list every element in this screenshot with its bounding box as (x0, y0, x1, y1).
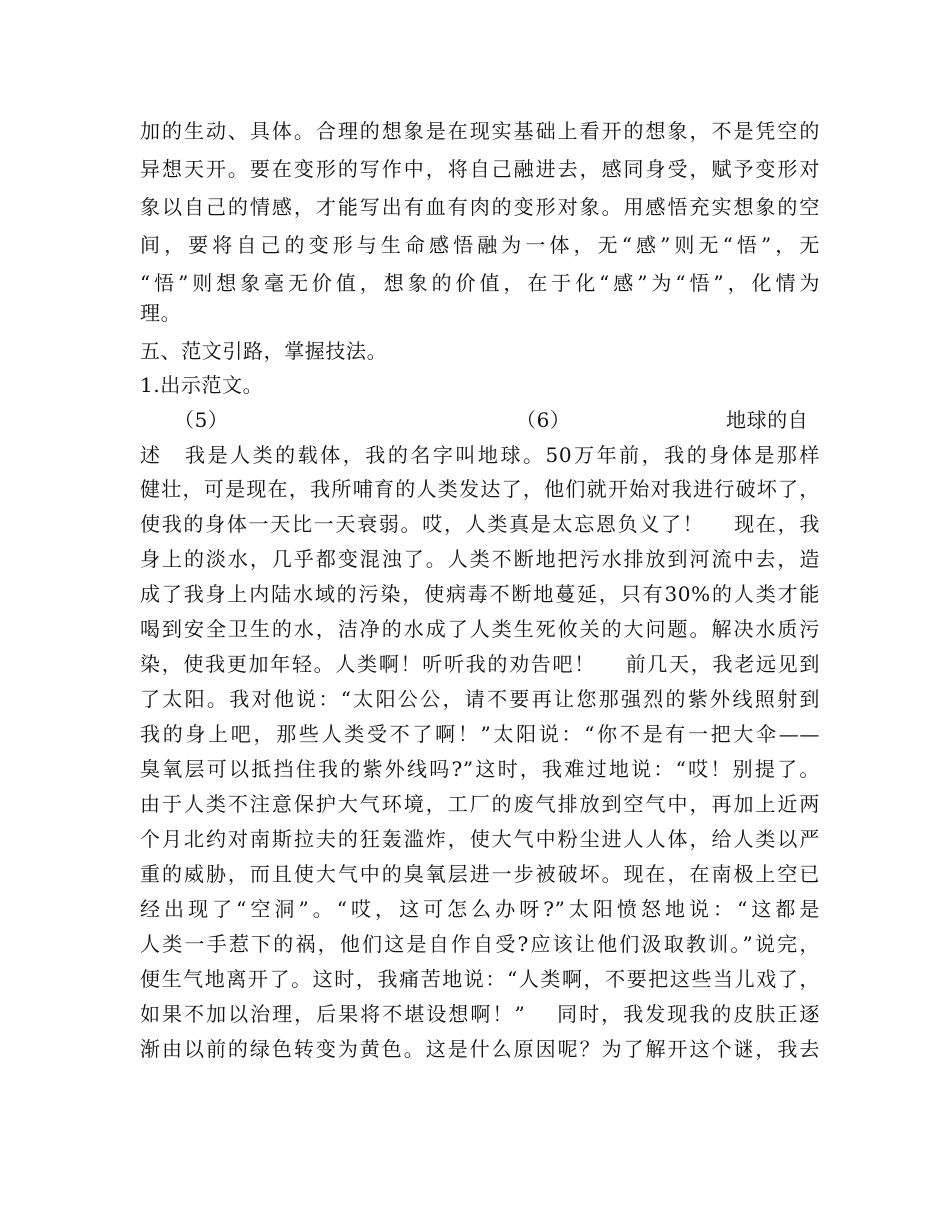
essay-title-fragment: 地球的自 (726, 408, 809, 432)
text-line-21: 个月北约对南斯拉夫的狂轰滥炸，使大气中粉尘进人人体，给人类以严 (140, 827, 820, 851)
text-line-12: 使我的身体一天比一天衰弱。哎，人类真是太忘恩负义了！ 现在，我 (140, 512, 820, 536)
section-heading: 五、范文引路，掌握技法。 (140, 339, 388, 363)
essay-number-5: （5） (174, 408, 229, 432)
text-line-15: 喝到安全卫生的水，洁净的水成了人类生死攸关的大问题。解决水质污 (140, 617, 820, 641)
text-line-20: 由于人类不注意保护大气环境，工厂的废气排放到空气中，再加上近两 (140, 792, 820, 816)
text-line-22: 重的威胁，而且使大气中的臭氧层进一步被破坏。现在，在南极上空已 (140, 862, 820, 886)
text-line-23: 经出现了“空洞”。“哎，这可怎么办呀?”太阳愤怒地说：“这都是 (140, 897, 820, 921)
text-line-10: 述 我是人类的载体，我的名字叫地球。50万年前，我的身体是那样 (140, 443, 820, 467)
subsection-heading: 1.出示范文。 (140, 373, 264, 397)
text-line-18: 我的身上吧，那些人类受不了啊！”太阳说：“你不是有一把大伞—— (140, 722, 820, 746)
text-line-16: 染，使我更加年轻。人类啊！听听我的劝告吧！ 前几天，我老远见到 (140, 652, 820, 676)
text-line-2: 异想天开。要在变形的写作中，将自己融进去，感同身受，赋予变形对 (140, 157, 820, 181)
text-line-6: 理。 (140, 301, 182, 325)
text-line-26: 如果不加以治理，后果将不堪设想啊！” 同时，我发现我的皮肤正逐 (140, 1002, 820, 1026)
text-line-14: 成了我身上内陆水域的污染，使病毒不断地蔓延，只有30%的人类才能 (140, 582, 820, 606)
text-line-11: 健壮，可是现在，我所哺育的人类发达了，他们就开始对我进行破坏了， (140, 477, 820, 501)
text-line-13: 身上的淡水，几乎都变混浊了。人类不断地把污水排放到河流中去，造 (140, 547, 820, 571)
text-line-3: 象以自己的情感，才能写出有血有肉的变形对象。用感悟充实想象的空 (140, 195, 820, 219)
essay-number-6: （6） (516, 408, 571, 432)
text-line-4: 间，要将自己的变形与生命感悟融为一体，无“感”则无“悟”，无 (140, 233, 820, 257)
text-line-17: 了太阳。我对他说：“太阳公公，请不要再让您那强烈的紫外线照射到 (140, 687, 820, 711)
text-line-19: 臭氧层可以抵挡住我的紫外线吗?”这时，我难过地说：“哎！别提了。 (140, 757, 820, 781)
text-line-24: 人类一手惹下的祸，他们这是自作自受?应该让他们汲取教训。”说完， (140, 932, 820, 956)
text-line-27: 渐由以前的绿色转变为黄色。这是什么原因呢？为了解开这个谜，我去 (140, 1037, 820, 1061)
text-line-25: 便生气地离开了。这时，我痛苦地说：“人类啊，不要把这些当儿戏了， (140, 967, 820, 991)
text-line-1: 加的生动、具体。合理的想象是在现实基础上看开的想象，不是凭空的 (140, 119, 820, 143)
text-line-5: “悟”则想象毫无价值，想象的价值，在于化“感”为“悟”，化情为 (140, 271, 820, 295)
essay-header-row (140, 401, 820, 439)
